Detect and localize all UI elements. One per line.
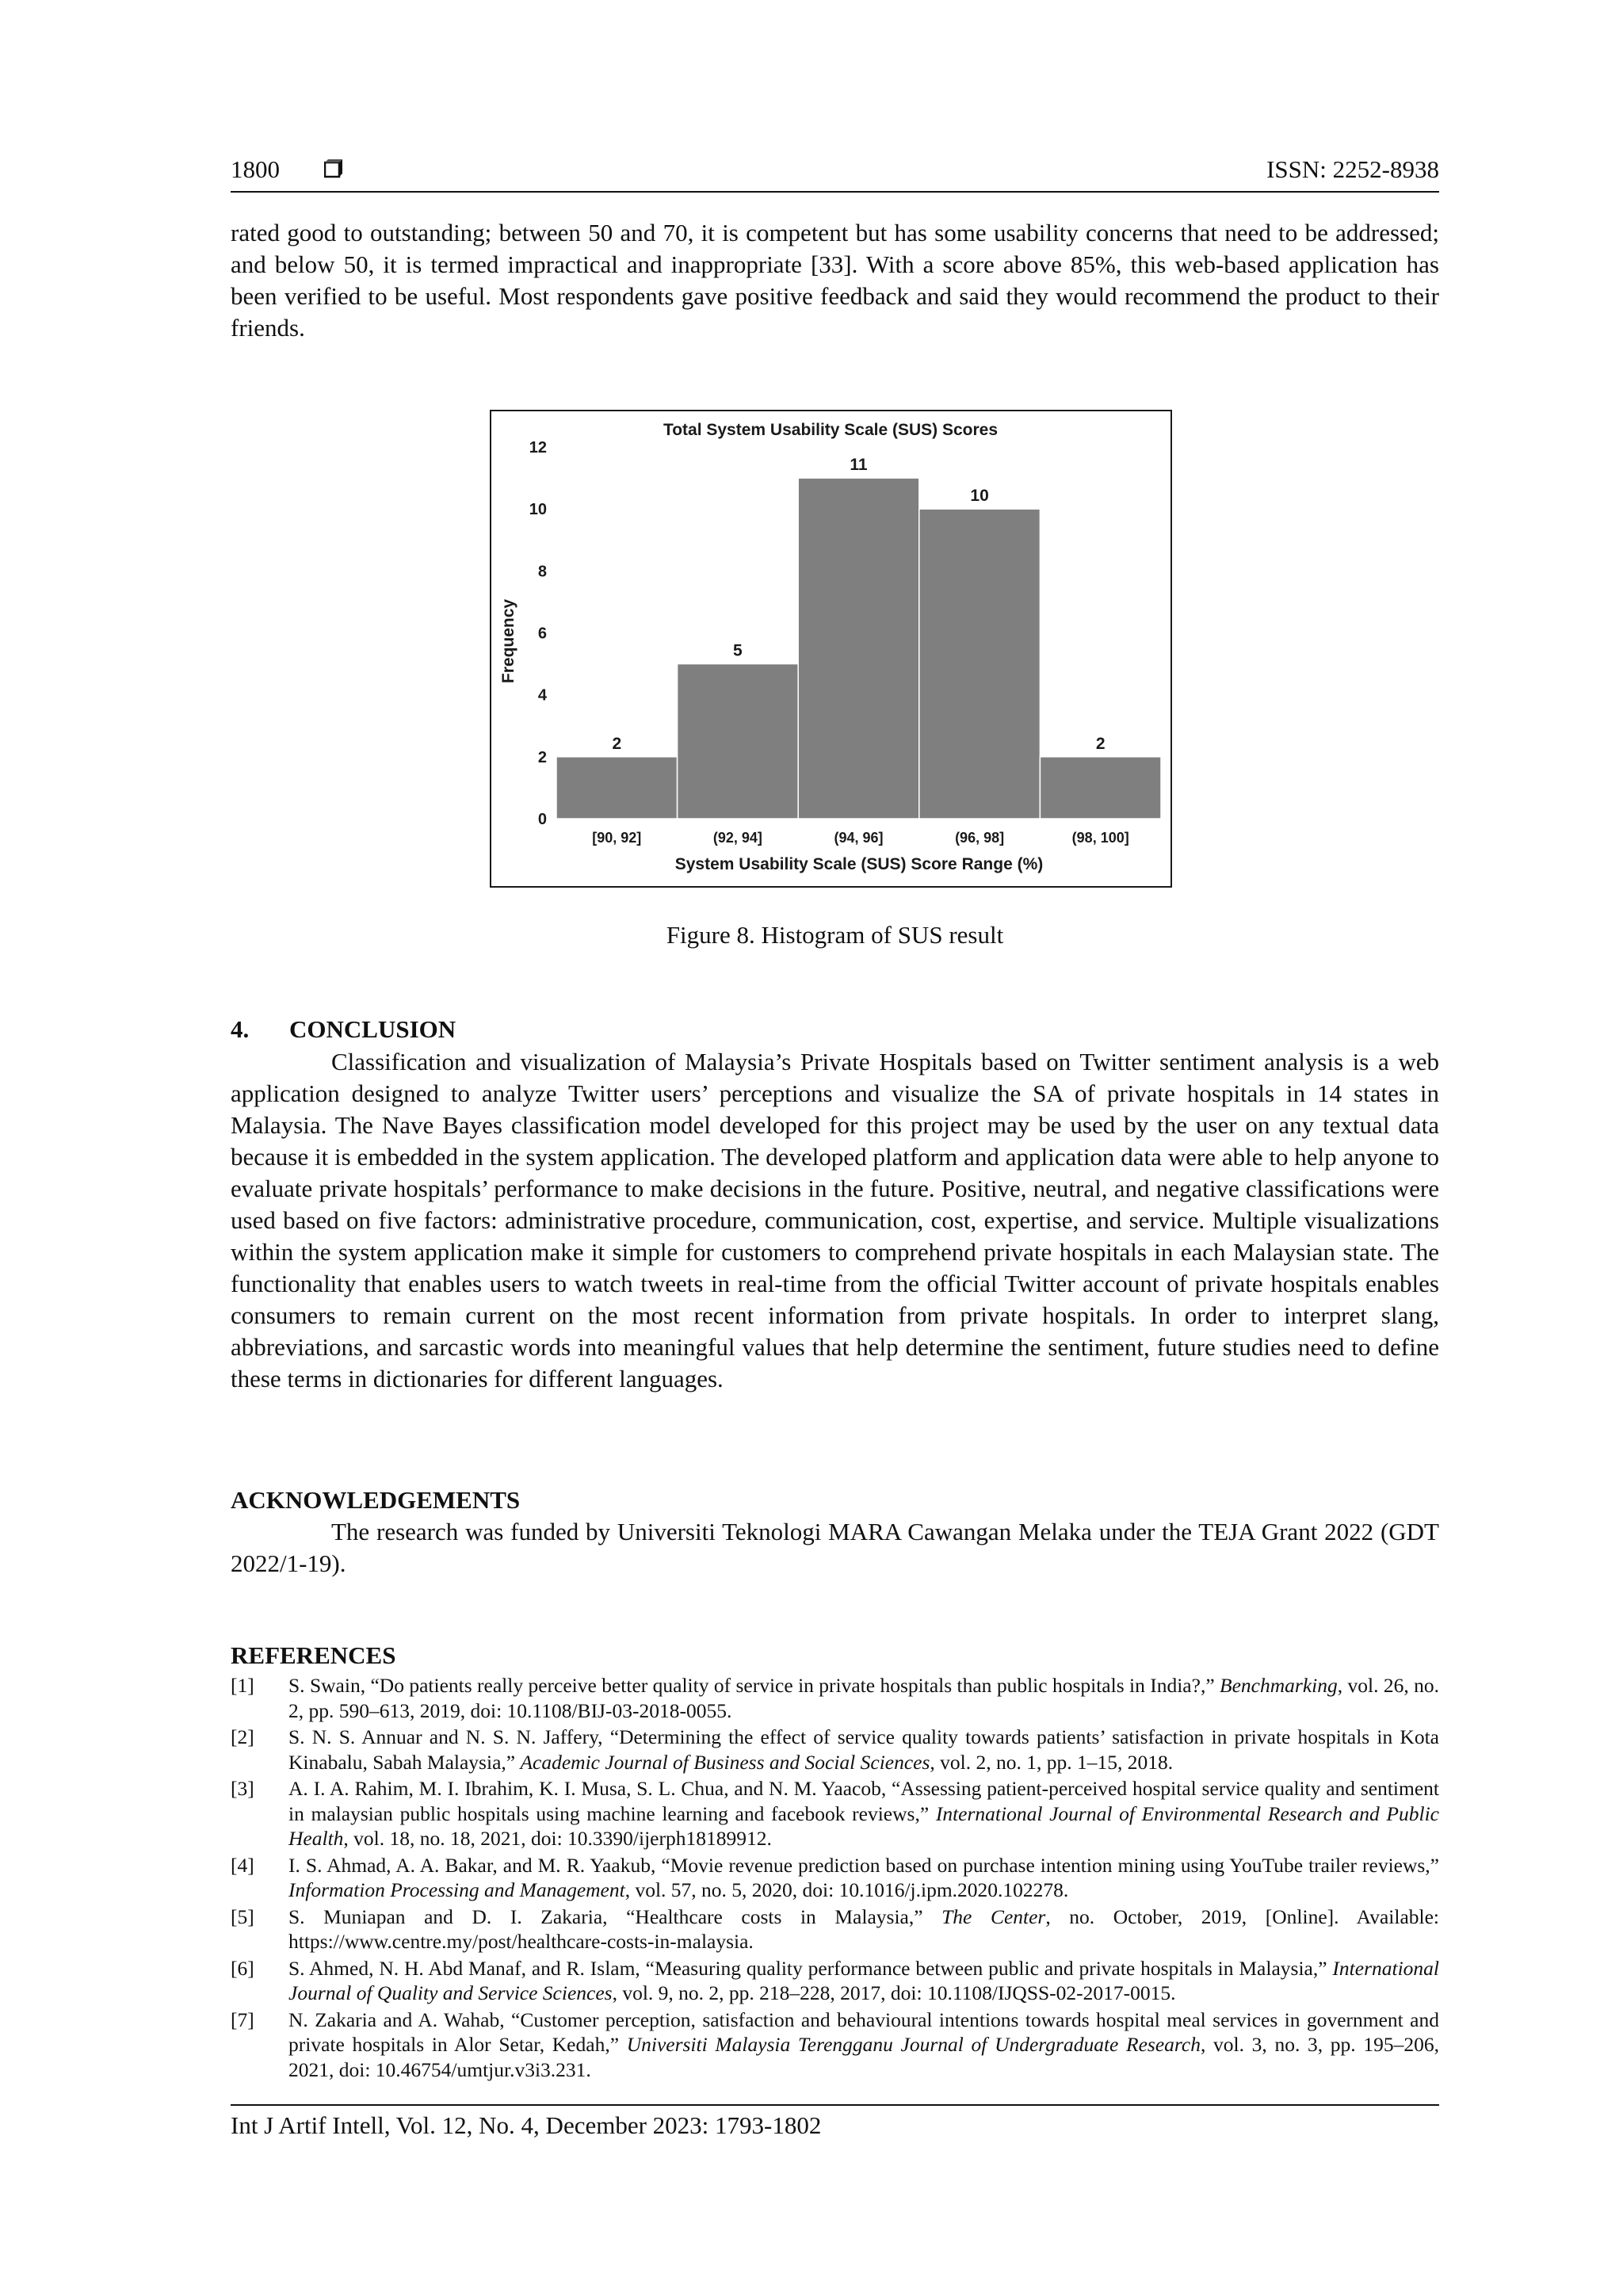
histogram-bar xyxy=(1040,757,1161,819)
section-title: CONCLUSION xyxy=(289,1015,456,1043)
y-tick-label: 0 xyxy=(537,811,547,828)
histogram-figure xyxy=(490,410,1172,888)
x-tick-label: (98, 100] xyxy=(1071,830,1129,846)
reference-number: [2] xyxy=(231,1725,254,1748)
bar-value-label: 5 xyxy=(733,641,743,660)
y-tick-label: 6 xyxy=(537,625,547,643)
journal-footer: Int J Artif Intell, Vol. 12, No. 4, December 2023: 1793-1802 xyxy=(231,2111,822,2139)
histogram-bar xyxy=(678,664,799,819)
y-tick-label: 2 xyxy=(537,748,547,766)
reference-text: N. Zakaria and A. Wahab, “Customer perception, satisfaction and behavioural intentions towards hospital meal services in government and private hospitals in Alor Setar, Kedah,” Universiti Malaysia Terengganu Journal of Undergraduate Research, vol. 3, no. 3, pp. 195–206, 2021, doi: 10.46754/umtjur.v3i3.231. xyxy=(288,2008,1439,2081)
histogram-chart xyxy=(491,411,1170,886)
bar-value-label: 11 xyxy=(850,456,868,475)
square-bullet-icon xyxy=(324,159,343,178)
y-tick-label: 10 xyxy=(529,501,547,519)
section-number: 4. xyxy=(231,1015,250,1043)
x-axis-label: System Usability Scale (SUS) Score Range (%) xyxy=(674,855,1044,873)
y-axis-label: Frequency xyxy=(499,598,517,684)
acknowledgements-paragraph: The research was funded by Universiti Teknologi MARA Cawangan Melaka under the TEJA Grant 2022 (GDT 2022/1-19). xyxy=(231,1518,1439,1577)
y-tick-label: 12 xyxy=(529,439,547,457)
footer-divider xyxy=(231,2104,1439,2106)
reference-text: A. I. A. Rahim, M. I. Ibrahim, K. I. Musa, S. L. Chua, and N. M. Yaacob, “Assessing patient-perceived hospital service quality and sentiment in malaysian public hospitals using machine learning and facebook reviews,” International Journal of Environmental Research and Public Health, vol. 18, no. 18, 2021, doi: 10.3390/ijerph18189912. xyxy=(288,1777,1439,1850)
reference-number: [6] xyxy=(231,1956,254,1980)
reference-text: S. Muniapan and D. I. Zakaria, “Healthcare costs in Malaysia,” The Center, no. October, 2019, [Online]. Available: https://www.centre.my/post/healthcare-costs-in-malaysia. xyxy=(288,1904,1439,1953)
conclusion-paragraph: Classification and visualization of Malaysia’s Private Hospitals based on Twitter sentiment analysis is a web application designed to analyze Twitter users’ perceptions and visualize the SA of private hospitals in 14 states in Malaysia. The Nave Bayes classification model developed for this project may be used by the user on any textual data because it is embedded in the system application. The developed platform and application data were able to help anyone to evaluate private hospitals’ performance to make decisions in the future. Positive, neutral, and negative classifications were used based on five factors: administrative procedure, communication, cost, expertise, and service. Multiple visualizations within the system application make it simple for customers to comprehend private hospitals in each Malaysian state. The functionality that enables users to watch tweets in real-time from the official Twitter account of private hospitals enables consumers to remain current on the most recent information from private hospitals. In order to interpret slang, abbreviations, and sarcastic words into meaningful values that help determine the sentiment, future studies need to define these terms in dictionaries for different languages. xyxy=(231,1048,1439,1392)
reference-item xyxy=(231,1776,1439,1851)
reference-number: [4] xyxy=(231,1853,254,1877)
page-number: 1800 xyxy=(231,155,280,183)
bar-value-label: 10 xyxy=(970,487,989,506)
reference-number: [7] xyxy=(231,2008,254,2031)
reference-item xyxy=(231,1853,1439,1903)
histogram-bar xyxy=(919,509,1041,819)
acknowledgements-heading: ACKNOWLEDGEMENTS xyxy=(231,1486,521,1514)
header-divider xyxy=(231,191,1439,193)
reference-number: [3] xyxy=(231,1777,254,1800)
reference-item xyxy=(231,1956,1439,2006)
reference-number: [1] xyxy=(231,1674,254,1697)
histogram-bar xyxy=(798,478,919,819)
chart-title: Total System Usability Scale (SUS) Scores xyxy=(663,421,999,439)
x-tick-label: (94, 96] xyxy=(834,830,884,846)
reference-text: S. Ahmed, N. H. Abd Manaf, and R. Islam, “Measuring quality performance between public and private hospitals in Malaysia,” International Journal of Quality and Service Sciences, vol. 9, no. 2, pp. 218–228, 2017, doi: 10.1108/IJQSS-02-2017-0015. xyxy=(288,1956,1439,2004)
issn-label: ISSN: 2252-8938 xyxy=(1266,155,1439,183)
y-tick-label: 8 xyxy=(537,563,547,581)
bar-value-label: 2 xyxy=(612,734,622,753)
reference-item xyxy=(231,1904,1439,1954)
reference-text: S. N. S. Annuar and N. S. N. Jaffery, “Determining the effect of service quality towards patients’ satisfaction in private hospitals in Kota Kinabalu, Sabah Malaysia,” Academic Journal of Business and Social Sciences, vol. 2, no. 1, pp. 1–15, 2018. xyxy=(288,1725,1439,1774)
x-tick-label: [90, 92] xyxy=(592,830,642,846)
reference-item xyxy=(231,2008,1439,2083)
references-heading: REFERENCES xyxy=(231,1641,396,1669)
histogram-bar xyxy=(556,757,678,819)
intro-paragraph: rated good to outstanding; between 50 and 70, it is competent but has some usability concerns that need to be addressed; and below 50, it is termed impractical and inappropriate [33]. With a score above 85%, this web-based application has been verified to be useful. Most respondents gave positive feedback and said they would recommend the product to their friends. xyxy=(231,219,1439,342)
reference-item xyxy=(231,1673,1439,1723)
reference-text: I. S. Ahmad, A. A. Bakar, and M. R. Yaakub, “Movie revenue prediction based on purchase intention mining using YouTube trailer reviews,” Information Processing and Management, vol. 57, no. 5, 2020, doi: 10.1016/j.ipm.2020.102278. xyxy=(288,1853,1439,1901)
reference-text: S. Swain, “Do patients really perceive better quality of service in private hospitals than public hospitals in India?,” Benchmarking, vol. 26, no. 2, pp. 590–613, 2019, doi: 10.1108/BIJ-03-2018-0055. xyxy=(288,1674,1439,1722)
figure-caption: Figure 8. Histogram of SUS result xyxy=(666,921,1004,949)
x-tick-label: (96, 98] xyxy=(955,830,1005,846)
reference-item xyxy=(231,1725,1439,1775)
reference-list xyxy=(231,1673,1439,2084)
bar-value-label: 2 xyxy=(1095,734,1106,753)
x-tick-label: (92, 94] xyxy=(712,830,762,846)
y-tick-label: 4 xyxy=(537,686,547,705)
reference-number: [5] xyxy=(231,1904,254,1928)
